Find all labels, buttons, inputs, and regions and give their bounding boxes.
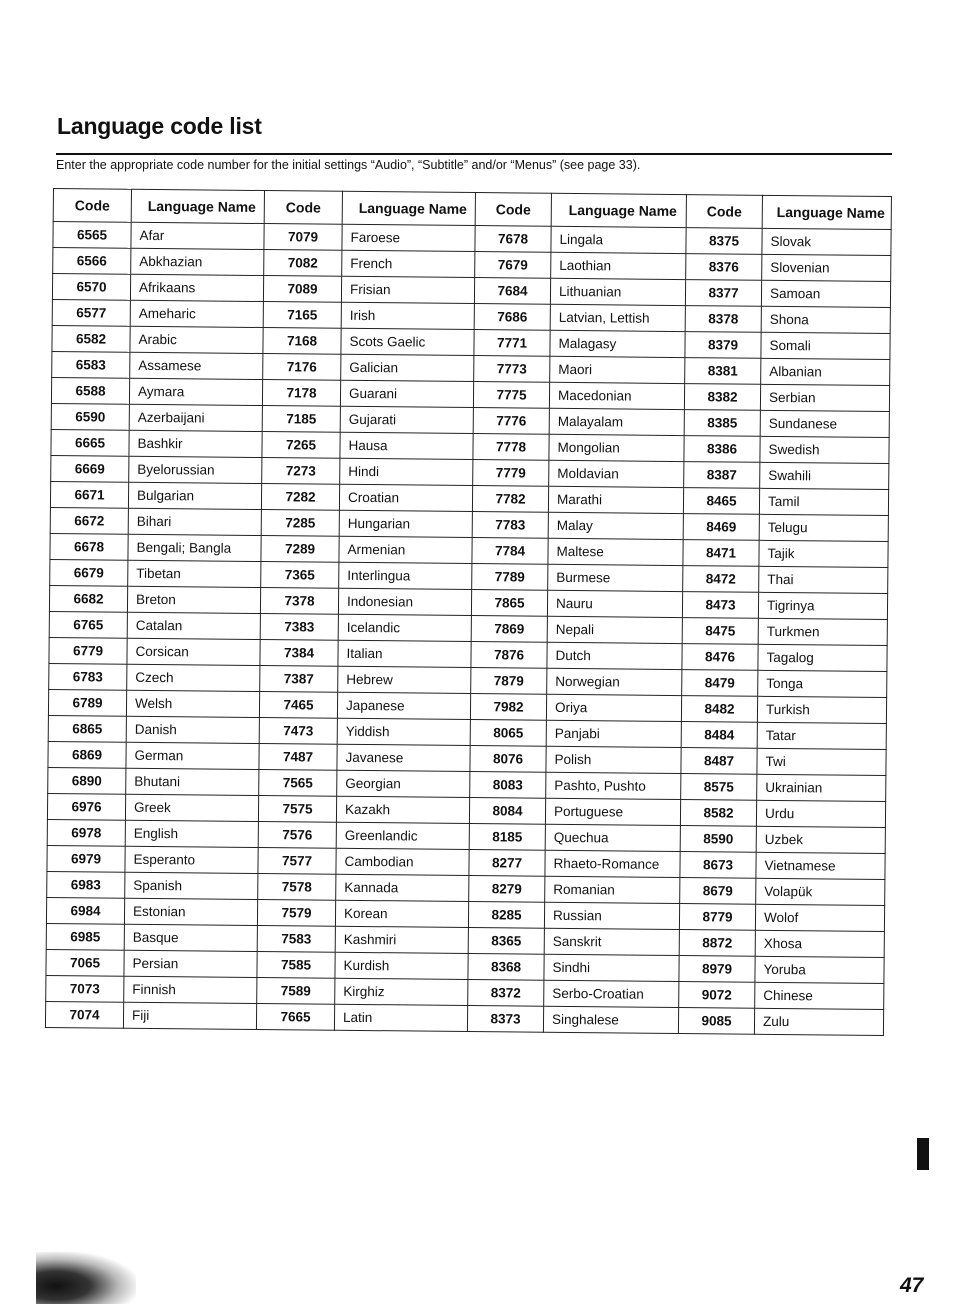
language-code-cell: 6565 [53, 222, 131, 249]
language-name-cell: Lithuanian [550, 278, 685, 305]
language-name-cell: English [125, 820, 258, 847]
language-code-cell: 7779 [473, 460, 549, 487]
language-code-cell: 7165 [263, 302, 341, 329]
language-code-cell: 8385 [684, 410, 760, 437]
language-code-cell: 6672 [50, 507, 128, 534]
scan-smudge [36, 1252, 136, 1304]
language-name-cell: Volapük [756, 878, 885, 905]
language-code-cell: 8376 [686, 254, 762, 281]
language-name-cell: Somali [761, 332, 890, 359]
language-name-cell: Romanian [545, 876, 680, 903]
language-name-cell: Maori [550, 356, 685, 383]
language-code-cell: 7578 [258, 873, 336, 900]
language-name-cell: Nepali [547, 616, 682, 643]
language-name-cell: Tonga [758, 670, 887, 697]
language-name-cell: Interlingua [339, 562, 472, 589]
language-code-cell: 7789 [472, 564, 548, 591]
language-name-cell: Breton [127, 586, 260, 613]
language-code-cell: 6789 [48, 689, 126, 716]
language-code-cell: 8575 [681, 774, 757, 801]
language-code-cell: 8387 [684, 462, 760, 489]
language-code-cell: 7585 [257, 951, 335, 978]
header-code: Code [475, 193, 551, 227]
language-code-cell: 8590 [680, 826, 756, 853]
language-code-cell: 6577 [52, 299, 130, 326]
language-code-cell: 8065 [470, 720, 546, 747]
language-code-cell: 6678 [50, 533, 128, 560]
language-code-cell: 7982 [470, 694, 546, 721]
language-name-cell: Czech [127, 664, 260, 691]
language-name-cell: Vietnamese [756, 852, 885, 879]
language-code-cell: 7775 [473, 382, 549, 409]
language-code-cell: 7384 [260, 640, 338, 667]
language-code-cell: 6985 [46, 923, 124, 950]
language-name-cell: Malagasy [550, 330, 685, 357]
language-name-cell: Galician [341, 354, 474, 381]
language-code-cell: 7575 [258, 796, 336, 823]
page-number: 47 [900, 1274, 924, 1297]
language-code-cell: 6669 [51, 455, 129, 482]
language-name-cell: Nauru [547, 590, 682, 617]
language-name-cell: Guarani [340, 380, 473, 407]
language-code-cell: 6679 [50, 559, 128, 586]
language-name-cell: Tatar [757, 722, 886, 749]
language-name-cell: Icelandic [338, 614, 471, 641]
language-code-cell: 8482 [681, 696, 757, 723]
language-name-cell: Bihari [128, 508, 261, 535]
language-name-cell: Hungarian [339, 510, 472, 537]
language-code-cell: 7778 [473, 434, 549, 461]
language-name-cell: Portuguese [545, 798, 680, 825]
language-code-cell: 7784 [472, 538, 548, 565]
language-name-cell: Thai [759, 566, 888, 593]
language-code-cell: 8487 [681, 748, 757, 775]
language-code-cell: 8083 [470, 772, 546, 799]
language-name-cell: Telugu [759, 514, 888, 541]
language-name-cell: Ameharic [130, 300, 263, 327]
language-code-cell: 6983 [47, 871, 125, 898]
language-code-cell: 7273 [262, 458, 340, 485]
language-name-cell: Albanian [761, 358, 890, 385]
language-code-cell: 7465 [259, 692, 337, 719]
header-code: Code [264, 191, 342, 225]
language-name-cell: Serbo-Croatian [544, 980, 679, 1007]
language-code-cell: 7185 [262, 406, 340, 433]
language-code-cell: 8679 [680, 878, 756, 905]
language-code-cell: 6588 [51, 377, 129, 404]
language-code-cell: 7577 [258, 847, 336, 874]
language-code-cell: 7579 [257, 899, 335, 926]
language-name-cell: Pashto, Pushto [546, 772, 681, 799]
language-code-cell: 8381 [685, 358, 761, 385]
header-code: Code [53, 189, 131, 223]
language-code-cell: 7684 [474, 278, 550, 305]
language-name-cell: Faroese [342, 224, 475, 251]
header-language-name: Language Name [762, 195, 891, 229]
language-code-cell: 8582 [680, 800, 756, 827]
language-code-cell: 8279 [469, 876, 545, 903]
language-name-cell: Kashmiri [335, 926, 468, 953]
language-code-cell: 7771 [474, 330, 550, 357]
language-name-cell: Kirghiz [335, 978, 468, 1005]
language-code-cell: 8365 [468, 928, 544, 955]
intro-text: Enter the appropriate code number for the initial settings “Audio”, “Subtitle” and/or “Menus” (see page 33). [56, 158, 641, 172]
language-code-cell: 6978 [47, 819, 125, 846]
language-name-cell: Indonesian [338, 588, 471, 615]
language-code-cell: 6671 [50, 481, 128, 508]
language-code-cell: 6765 [49, 611, 127, 638]
language-name-cell: Slovak [762, 228, 891, 255]
table-body [45, 222, 891, 1036]
language-code-cell: 7686 [474, 304, 550, 331]
language-code-cell: 7065 [46, 949, 124, 976]
edge-tab-mark [917, 1138, 929, 1170]
language-name-cell: Bhutani [126, 768, 259, 795]
language-code-cell: 8368 [468, 954, 544, 981]
language-name-cell: Lingala [551, 226, 686, 253]
language-code-cell: 8476 [682, 644, 758, 671]
language-code-cell: 8465 [683, 488, 759, 515]
language-name-cell: Cambodian [336, 848, 469, 875]
language-name-cell: Persian [124, 950, 257, 977]
language-name-cell: Esperanto [125, 846, 258, 873]
language-code-cell: 6865 [48, 715, 126, 742]
language-code-cell: 8473 [682, 592, 758, 619]
language-name-cell: Byelorussian [129, 456, 262, 483]
header-language-name: Language Name [342, 191, 475, 225]
language-name-cell: Ukrainian [757, 774, 886, 801]
language-code-cell: 7178 [262, 380, 340, 407]
language-code-table [45, 188, 892, 1036]
language-name-cell: Hebrew [338, 666, 471, 693]
language-code-cell: 7876 [471, 642, 547, 669]
language-code-cell: 9072 [679, 982, 755, 1009]
language-code-cell: 6869 [48, 741, 126, 768]
language-code-cell: 7074 [45, 1001, 123, 1028]
language-name-cell: Gujarati [340, 406, 473, 433]
language-name-cell: Sundanese [760, 410, 889, 437]
language-code-cell: 7073 [46, 975, 124, 1002]
language-name-cell: Chinese [755, 982, 884, 1009]
language-name-cell: Catalan [127, 612, 260, 639]
language-code-cell: 6984 [46, 897, 124, 924]
language-name-cell: Latvian, Lettish [550, 304, 685, 331]
language-code-cell: 7679 [475, 252, 551, 279]
language-name-cell: Maltese [548, 538, 683, 565]
language-code-cell: 6590 [51, 403, 129, 430]
language-code-cell: 8484 [681, 722, 757, 749]
language-code-cell: 8472 [683, 566, 759, 593]
language-code-cell: 7282 [261, 484, 339, 511]
language-code-cell: 6783 [49, 663, 127, 690]
language-name-cell: Tamil [759, 488, 888, 515]
language-name-cell: Quechua [545, 824, 680, 851]
language-name-cell: Sanskrit [544, 928, 679, 955]
language-name-cell: Dutch [547, 642, 682, 669]
language-code-cell: 6570 [52, 274, 130, 301]
language-code-cell: 8377 [685, 280, 761, 307]
language-code-cell: 6979 [47, 845, 125, 872]
language-code-cell: 7665 [256, 1003, 334, 1030]
language-code-cell: 8779 [679, 904, 755, 931]
language-name-cell: Greenlandic [336, 822, 469, 849]
language-name-cell: Burmese [548, 564, 683, 591]
language-code-cell: 6976 [47, 793, 125, 820]
language-name-cell: Hindi [340, 458, 473, 485]
language-name-cell: Finnish [124, 976, 257, 1003]
language-code-cell: 7168 [263, 328, 341, 355]
language-name-cell: Italian [338, 640, 471, 667]
language-name-cell: Tagalog [758, 644, 887, 671]
language-name-cell: Slovenian [762, 254, 891, 281]
language-code-cell: 6665 [51, 429, 129, 456]
language-name-cell: Serbian [760, 384, 889, 411]
language-code-cell: 7365 [261, 562, 339, 589]
language-name-cell: Frisian [341, 276, 474, 303]
language-name-cell: Norwegian [547, 668, 682, 695]
language-name-cell: Javanese [337, 744, 470, 771]
language-name-cell: Oriya [546, 694, 681, 721]
language-code-cell: 8076 [470, 746, 546, 773]
language-code-cell: 7773 [474, 356, 550, 383]
language-code-cell: 8084 [469, 798, 545, 825]
language-code-cell: 8382 [684, 384, 760, 411]
language-name-cell: Kannada [336, 874, 469, 901]
language-code-cell: 8673 [680, 852, 756, 879]
language-name-cell: Estonian [124, 898, 257, 925]
language-code-cell: 7678 [475, 226, 551, 253]
language-code-cell: 7082 [264, 250, 342, 277]
language-code-cell: 8379 [685, 332, 761, 359]
language-name-cell: Japanese [337, 692, 470, 719]
language-code-cell: 8372 [468, 980, 544, 1007]
language-name-cell: Macedonian [549, 382, 684, 409]
language-name-cell: Turkmen [758, 618, 887, 645]
language-name-cell: Basque [124, 924, 257, 951]
language-code-cell: 7879 [471, 668, 547, 695]
language-code-cell: 8378 [685, 306, 761, 333]
language-code-cell: 6682 [49, 585, 127, 612]
language-name-cell: Swedish [760, 436, 889, 463]
language-name-cell: Polish [546, 746, 681, 773]
language-code-cell: 7865 [471, 590, 547, 617]
language-code-cell: 8475 [682, 618, 758, 645]
language-name-cell: Marathi [548, 486, 683, 513]
language-name-cell: Bashkir [129, 430, 262, 457]
language-code-cell: 7176 [263, 354, 341, 381]
language-name-cell: Singhalese [543, 1006, 678, 1033]
language-name-cell: Malay [548, 512, 683, 539]
language-name-cell: Russian [544, 902, 679, 929]
language-name-cell: Sindhi [544, 954, 679, 981]
language-code-cell: 6583 [52, 351, 130, 378]
language-code-cell: 7285 [261, 510, 339, 537]
language-name-cell: Afrikaans [130, 274, 263, 301]
language-code-cell: 7589 [257, 977, 335, 1004]
language-name-cell: Xhosa [755, 930, 884, 957]
language-code-cell: 8471 [683, 540, 759, 567]
language-name-cell: Tajik [759, 540, 888, 567]
language-name-cell: Turkish [757, 696, 886, 723]
language-name-cell: Uzbek [756, 826, 885, 853]
language-code-cell: 7473 [259, 718, 337, 745]
title-rule [56, 153, 892, 155]
language-name-cell: Panjabi [546, 720, 681, 747]
language-name-cell: French [342, 250, 475, 277]
language-code-cell: 7383 [260, 614, 338, 641]
language-name-cell: Rhaeto-Romance [545, 850, 680, 877]
language-name-cell: Shona [761, 306, 890, 333]
language-code-cell: 8469 [683, 514, 759, 541]
language-name-cell: Kurdish [335, 952, 468, 979]
language-name-cell: Tigrinya [758, 592, 887, 619]
language-name-cell: Tibetan [128, 560, 261, 587]
language-name-cell: Yiddish [337, 718, 470, 745]
language-name-cell: Bengali; Bangla [128, 534, 261, 561]
language-name-cell: Abkhazian [131, 248, 264, 275]
language-code-cell: 8285 [468, 902, 544, 929]
header-language-name: Language Name [131, 189, 264, 223]
language-name-cell: Greek [125, 794, 258, 821]
language-name-cell: Latin [334, 1004, 467, 1031]
language-code-cell: 7869 [471, 616, 547, 643]
language-name-cell: Urdu [756, 800, 885, 827]
language-code-cell: 7565 [259, 770, 337, 797]
language-name-cell: Welsh [126, 690, 259, 717]
language-code-cell: 8185 [469, 824, 545, 851]
language-name-cell: Bulgarian [128, 482, 261, 509]
language-name-cell: Laothian [551, 252, 686, 279]
language-name-cell: Moldavian [549, 460, 684, 487]
language-code-cell: 6890 [48, 767, 126, 794]
language-code-cell: 7089 [263, 276, 341, 303]
language-code-cell: 6779 [49, 637, 127, 664]
language-name-cell: Azerbaijani [129, 404, 262, 431]
language-code-cell: 7776 [473, 408, 549, 435]
language-code-cell: 7576 [258, 822, 336, 849]
language-code-cell: 8373 [467, 1006, 543, 1033]
language-name-cell: Swahili [760, 462, 889, 489]
header-language-name: Language Name [551, 193, 686, 227]
language-code-cell: 7783 [472, 512, 548, 539]
language-code-cell: 7378 [260, 588, 338, 615]
language-name-cell: Wolof [755, 904, 884, 931]
language-code-cell: 6582 [52, 325, 130, 352]
language-code-cell: 8277 [469, 850, 545, 877]
language-name-cell: Kazakh [336, 796, 469, 823]
language-code-cell: 7079 [264, 224, 342, 251]
page-title: Language code list [57, 113, 262, 139]
language-code-cell: 8386 [684, 436, 760, 463]
language-name-cell: Irish [341, 302, 474, 329]
language-name-cell: German [126, 742, 259, 769]
language-code-cell: 8872 [679, 930, 755, 957]
language-name-cell: Danish [126, 716, 259, 743]
language-name-cell: Mongolian [549, 434, 684, 461]
language-code-cell: 7265 [262, 432, 340, 459]
language-name-cell: Arabic [130, 326, 263, 353]
language-code-cell: 7487 [259, 744, 337, 771]
language-code-cell: 7387 [260, 666, 338, 693]
language-code-cell: 6566 [53, 248, 131, 275]
language-name-cell: Spanish [125, 872, 258, 899]
language-code-cell: 7782 [472, 486, 548, 513]
language-name-cell: Scots Gaelic [341, 328, 474, 355]
language-name-cell: Aymara [129, 378, 262, 405]
language-code-cell: 9085 [678, 1008, 754, 1035]
language-name-cell: Zulu [754, 1008, 883, 1035]
language-name-cell: Fiji [123, 1002, 256, 1029]
language-name-cell: Assamese [130, 352, 263, 379]
language-code-cell: 7289 [261, 536, 339, 563]
language-name-cell: Georgian [337, 770, 470, 797]
language-name-cell: Corsican [127, 638, 260, 665]
language-name-cell: Armenian [339, 536, 472, 563]
language-name-cell: Yoruba [755, 956, 884, 983]
language-name-cell: Twi [757, 748, 886, 775]
language-code-cell: 8979 [679, 956, 755, 983]
language-name-cell: Hausa [340, 432, 473, 459]
language-name-cell: Croatian [339, 484, 472, 511]
language-name-cell: Malayalam [549, 408, 684, 435]
language-name-cell: Samoan [761, 280, 890, 307]
language-code-cell: 8375 [686, 228, 762, 255]
language-name-cell: Afar [131, 222, 264, 249]
language-code-cell: 7583 [257, 925, 335, 952]
header-code: Code [686, 195, 762, 229]
language-name-cell: Korean [335, 900, 468, 927]
language-code-cell: 8479 [682, 670, 758, 697]
